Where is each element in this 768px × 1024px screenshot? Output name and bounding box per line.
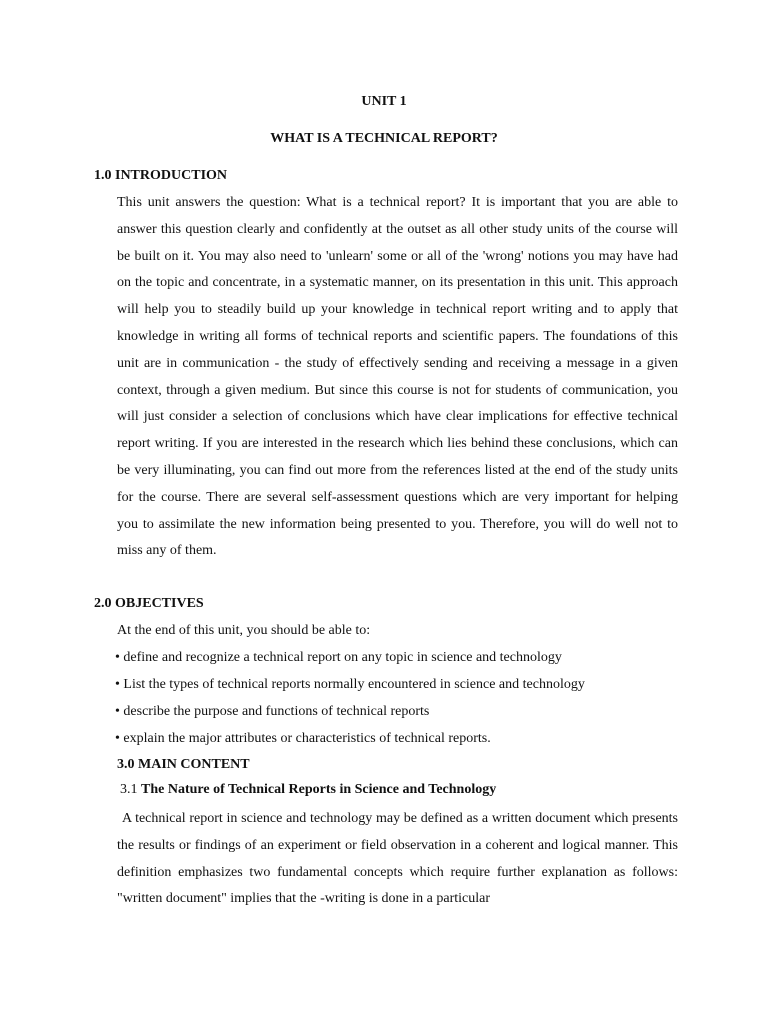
objective-item: • List the types of technical reports normally encountered in science and technology [115, 677, 585, 692]
section-heading [120, 782, 496, 798]
page-title: WHAT IS A TECHNICAL REPORT? [270, 131, 498, 146]
objectives-lead: At the end of this unit, you should be able to: [117, 623, 371, 638]
section-title: The Nature of Technical Reports in Science and Technology [141, 782, 497, 797]
objective-item: • define and recognize a technical report on any topic in science and technology [115, 650, 562, 665]
objectives-heading: 2.0 OBJECTIVES [94, 596, 204, 611]
introduction-paragraph: This unit answers the question: What is a technical report? It is important that you are able to answer this question clearly and confidently at the outset as all other study units of the course will be built on it. You may also need to 'unlearn' some or all of the 'wrong' notions you may have had on the topic and concentrate, in a systematic manner, on its presentation in this unit. This approach will help you to steadily build up your knowledge in technical report writing and to apply that knowledge in writing all forms of technical reports and scientific papers. The foundations of this unit are in communication - the study of effectively sending and receiving a message in a given context, through a given medium. But since this course is not for students of communication, you will just consider a selection of conclusions which have clear implications for effective technical report writing. If you are interested in the research which lies behind these conclusions, which can be very illuminating, you can find out more from the references listed at the end of the study units for the course. There are several self-assessment questions which are very important for helping you to assimilate the new information being presented to you. Therefore, you will do well not to miss any of them. [117, 195, 678, 559]
main-content-heading: 3.0 MAIN CONTENT [117, 757, 250, 772]
unit-label: UNIT 1 [361, 94, 407, 109]
section-number: 3.1 [120, 782, 141, 797]
introduction-heading: 1.0 INTRODUCTION [94, 168, 228, 183]
objective-item: • describe the purpose and functions of technical reports [115, 704, 430, 719]
definition-paragraph: A technical report in science and technology may be defined as a written document which presents the results or findings of an experiment or field observation in a coherent and logical manner. This definition emphasizes two fundamental concepts which require further explanation as follows: "written document" implies that the -writing is done in a particular [117, 811, 678, 907]
objective-item: • explain the major attributes or characteristics of technical reports. [115, 731, 491, 746]
